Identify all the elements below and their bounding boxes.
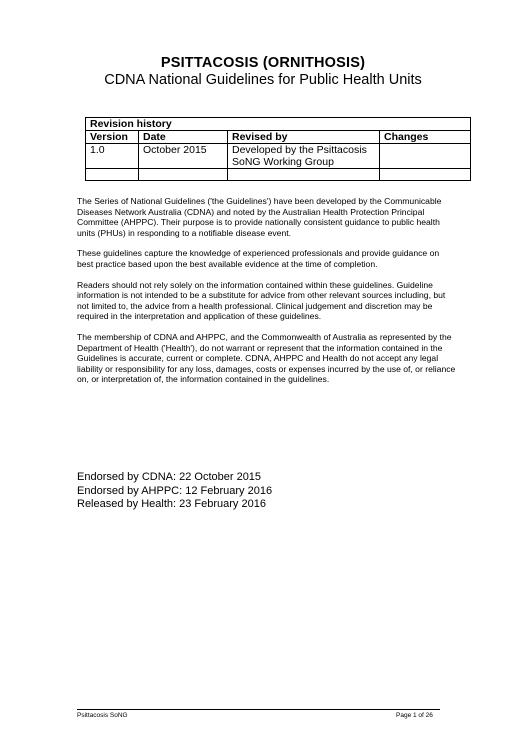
endorsed-by-ahppc: Endorsed by AHPPC: 12 February 2016 bbox=[77, 484, 273, 497]
column-header-changes: Changes bbox=[380, 131, 471, 144]
cell-changes bbox=[380, 169, 471, 181]
table-row bbox=[86, 169, 471, 181]
document-title: PSITTACOSIS (ORNITHOSIS) bbox=[160, 55, 366, 71]
table-row bbox=[86, 144, 471, 169]
endorsed-by-cdna: Endorsed by CDNA: 22 October 2015 bbox=[77, 471, 262, 483]
column-header-revised-by: Revised by bbox=[228, 131, 380, 144]
cell-date: October 2015 bbox=[139, 144, 228, 169]
document-body bbox=[77, 196, 457, 395]
revision-table-heading-row bbox=[86, 118, 471, 131]
paragraph-reliance: Readers should not rely solely on the information contained within these guidelines. Guideline information is not intended to be a substitute for advice from other relevant sources including, but not limited to, the advice from a health professional. Clinical judgement and discretion may be required in the interpretation and application of these guidelines. bbox=[77, 279, 446, 322]
footer-page-number: Page 1 of 26 bbox=[396, 712, 433, 719]
endorsement-block bbox=[77, 471, 457, 512]
paragraph-knowledge: These guidelines capture the knowledge of experienced professionals and provide guidance on best practice based upon the best available evidence at the time of completion. bbox=[77, 248, 440, 269]
footer-divider bbox=[77, 709, 440, 710]
cell-changes bbox=[380, 144, 471, 169]
footer-document-name: Psittacosis SoNG bbox=[77, 712, 128, 719]
cell-revised-by bbox=[228, 169, 380, 181]
cell-date bbox=[139, 169, 228, 181]
revision-history-heading: Revision history bbox=[86, 118, 471, 131]
released-by-health: Released by Health: 23 February 2016 bbox=[77, 498, 266, 510]
column-header-version: Version bbox=[86, 131, 139, 144]
column-header-date: Date bbox=[139, 131, 228, 144]
paragraph-series-intro: The Series of National Guidelines ('the Guidelines') have been developed by the Communicable Diseases Network Australia (CDNA) and noted by the Australian Health Protection Principal Committee (AHPPC). Their purpose is to provide nationally consistent guidance to public health units (PHUs) in responding to a notifiable disease event. bbox=[77, 196, 442, 238]
paragraph-disclaimer: The membership of CDNA and AHPPC, and the Commonwealth of Australia as represented by the Department of Health ('Health'), do not warrant or represent that the information contained in the Guidelines is accurate, current or complete. CDNA, AHPPC and Health do not accept any legal liability or responsibility for any loss, damages, costs or expenses incurred by the use of, or reliance on, or interpretation of, the information contained in the guidelines. bbox=[77, 331, 456, 385]
revision-history-table bbox=[85, 117, 471, 181]
revision-table-header-row bbox=[86, 131, 471, 144]
cell-version bbox=[86, 169, 139, 181]
document-subtitle: CDNA National Guidelines for Public Health Units bbox=[104, 72, 422, 88]
cell-version: 1.0 bbox=[86, 144, 139, 169]
cell-revised-by: Developed by the Psittacosis SoNG Working Group bbox=[228, 144, 380, 169]
